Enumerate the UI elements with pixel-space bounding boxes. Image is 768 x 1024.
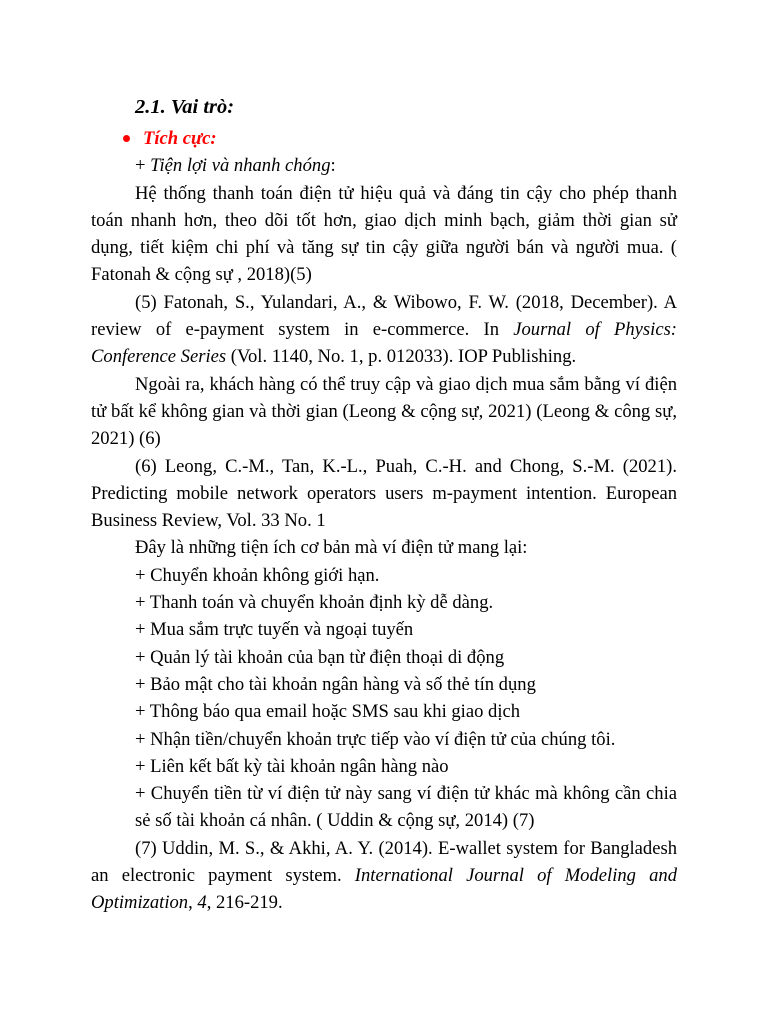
list-item: + Nhận tiền/chuyển khoản trực tiếp vào ví điện tử của chúng tôi. — [135, 728, 616, 750]
reference-7-text-c: , 216-219. — [206, 892, 283, 914]
section-heading: 2.1. Vai trò: — [135, 96, 235, 118]
list-item: + Quản lý tài khoản của bạn từ điện thoại di động — [135, 646, 505, 668]
bullet-dot-icon — [123, 135, 130, 142]
list-item: + Bảo mật cho tài khoản ngân hàng và số thẻ tín dụng — [135, 673, 536, 695]
paragraph-p1: Hệ thống thanh toán điện tử hiệu quả và đáng tin cậy cho phép thanh toán nhanh hơn, theo dõi tốt hơn, giao dịch minh bạch, giảm thời gian sử dụng, tiết kiệm chi phí và tăng sự tin cậy giữa người bán và người mua. ( Fatonah & cộng sự , 2018)(5) — [91, 182, 677, 286]
reference-7-text-b: , — [188, 892, 198, 914]
subheading-prefix: + — [135, 155, 151, 177]
reference-7-journal: International Journal of Modeling and Optimization — [91, 865, 677, 914]
subheading-convenience — [135, 152, 677, 179]
list-item: + Chuyển tiền từ ví điện tử này sang ví điện tử khác mà không cần chia sẻ số tài khoản cá nhân. ( Uddin & cộng sự, 2014) (7) — [135, 783, 677, 832]
list-item: + Mua sắm trực tuyến và ngoại tuyến — [135, 619, 414, 641]
subheading-suffix: : — [330, 155, 336, 177]
reference-7-text-a: (7) Uddin, M. S., & Akhi, A. Y. (2014). E-wallet system for Bangladesh an electronic payment system. — [91, 837, 677, 887]
reference-5-text-a: (5) Fatonah, S., Yulandari, A., & Wibowo, F. W. (2018, December). A review of e-payment system in e-commerce. In — [91, 291, 677, 341]
reference-7-volume: 4 — [197, 892, 207, 914]
reference-7 — [91, 835, 677, 917]
bullet-label: Tích cực: — [143, 128, 217, 149]
reference-5 — [91, 289, 677, 371]
subheading-italic: Tiện lợi và nhanh chóng — [150, 155, 331, 177]
list-item: + Thanh toán và chuyển khoản định kỳ dễ dàng. — [135, 592, 494, 614]
list-item: + Chuyển khoản không giới hạn. — [135, 564, 380, 586]
bullet-positive — [123, 125, 677, 152]
reference-5-journal: Journal of Physics: Conference Series — [91, 319, 677, 368]
document-page — [91, 92, 677, 917]
reference-5-text-b: (Vol. 1140, No. 1, p. 012033). IOP Publishing. — [226, 346, 577, 368]
intro-line: Đây là những tiện ích cơ bản mà ví điện tử mang lại: — [135, 537, 528, 559]
list-item: + Liên kết bất kỳ tài khoản ngân hàng nào — [135, 755, 449, 777]
reference-6: (6) Leong, C.-M., Tan, K.-L., Puah, C.-H. and Chong, S.-M. (2021). Predicting mobile network operators users m-payment intention. European Business Review, Vol. 33 No. 1 — [91, 455, 677, 532]
paragraph-p2: Ngoài ra, khách hàng có thể truy cập và giao dịch mua sắm bằng ví điện tử bất kể không gian và thời gian (Leong & cộng sự, 2021) (Leong & công sự, 2021) (6) — [91, 373, 677, 450]
list-item: + Thông báo qua email hoặc SMS sau khi giao dịch — [135, 701, 521, 723]
